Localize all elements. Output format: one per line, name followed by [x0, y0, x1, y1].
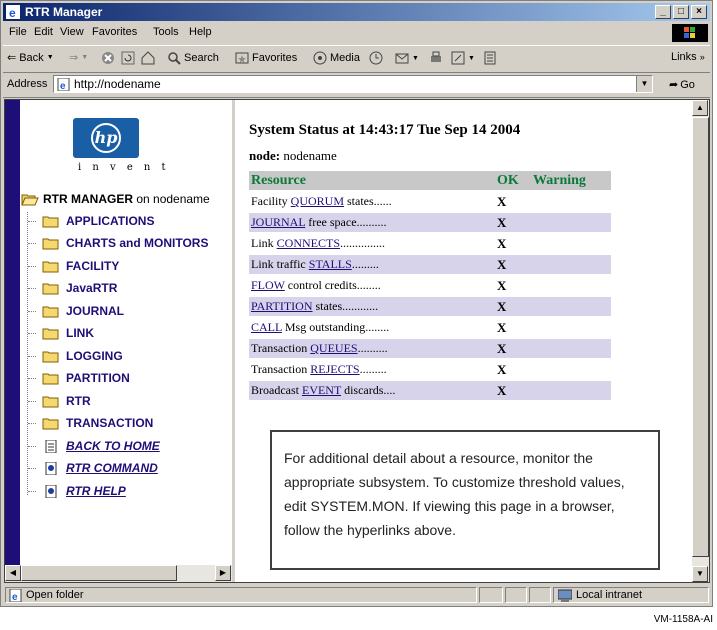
tree-item-logging[interactable]: LOGGING [28, 349, 123, 363]
scroll-thumb[interactable] [692, 117, 709, 557]
warning-cell [531, 381, 611, 400]
resource-link[interactable]: CONNECTS [276, 236, 341, 250]
table-row: PARTITION states............ X [249, 297, 611, 316]
ok-cell: X [495, 381, 531, 400]
table-row: CALL Msg outstanding........ X [249, 318, 611, 337]
menu-favorites[interactable]: Favorites [92, 26, 138, 38]
svg-text:e: e [12, 591, 18, 602]
tree-item-rtr-command[interactable]: RTR COMMAND [28, 461, 158, 475]
windows-logo-icon [672, 24, 708, 42]
ie-icon [6, 5, 20, 19]
scroll-up-button[interactable]: ▲ [692, 100, 708, 116]
tree-item-partition[interactable]: PARTITION [28, 371, 130, 385]
column-header-warning: Warning [531, 171, 611, 190]
menu-edit[interactable]: Edit [34, 26, 53, 38]
links-button[interactable]: Links » [671, 51, 705, 63]
mail-button[interactable]: ▼ [395, 51, 419, 65]
table-row: Link CONNECTS............... X [249, 234, 611, 253]
resource-link[interactable]: FLOW [251, 278, 285, 292]
intranet-icon [558, 589, 572, 602]
address-label: Address [7, 78, 48, 90]
warning-cell [531, 234, 611, 253]
menu-file[interactable]: File [9, 26, 27, 38]
status-bar [3, 585, 710, 605]
main-frame [235, 100, 709, 582]
address-input[interactable] [53, 75, 653, 93]
address-dropdown[interactable]: ▼ [636, 76, 652, 92]
folder-icon [42, 372, 60, 385]
history-button[interactable] [369, 51, 383, 65]
document-icon [42, 440, 60, 453]
favorites-icon [235, 51, 249, 65]
tree-item-rtr-help[interactable]: RTR HELP [28, 484, 126, 498]
table-row: Link traffic STALLS......... X [249, 255, 611, 274]
logo-tagline: i n v e n t [78, 162, 170, 173]
edit-page-button[interactable]: ▼ [451, 51, 475, 65]
chevron-down-icon: ▼ [46, 54, 54, 61]
page-icon [9, 589, 22, 602]
tree-item-back-to-home[interactable]: BACK TO HOME [28, 439, 160, 453]
folder-icon [42, 327, 60, 340]
folder-icon [42, 237, 60, 250]
resource-link[interactable]: QUEUES [310, 341, 358, 355]
back-arrow-icon: ⇐ [7, 52, 17, 64]
scroll-right-button[interactable]: ▶ [215, 565, 231, 581]
hp-logo: hp [73, 118, 139, 158]
tree-item-applications[interactable]: APPLICATIONS [28, 214, 154, 228]
discuss-button[interactable] [483, 51, 497, 65]
address-url: http://nodename [74, 77, 161, 91]
title-bar[interactable] [3, 3, 710, 21]
resource-link[interactable]: JOURNAL [251, 215, 306, 229]
zone-label: Local intranet [576, 589, 643, 601]
resource-link[interactable]: EVENT [301, 383, 342, 397]
resource-link[interactable]: REJECTS [310, 362, 360, 376]
folder-icon [42, 260, 60, 273]
folder-icon [42, 395, 60, 408]
page-icon [57, 78, 70, 91]
home-icon [141, 51, 155, 65]
menu-tools[interactable]: Tools [153, 26, 179, 38]
minimize-button[interactable]: _ [655, 5, 671, 19]
tree-item-facility[interactable]: FACILITY [28, 259, 119, 273]
navigation-frame [5, 100, 235, 582]
stop-button[interactable] [101, 51, 115, 65]
resource-link[interactable]: STALLS [308, 257, 352, 271]
toolbar [3, 45, 710, 73]
page-title: System Status at 14:43:17 Tue Sep 14 2004 [249, 122, 521, 138]
tree-item-rtr[interactable]: RTR [28, 394, 91, 408]
table-row: FLOW control credits........ X [249, 276, 611, 295]
tree-item-charts-and-monitors[interactable]: CHARTS and MONITORS [28, 236, 208, 250]
address-bar [3, 73, 710, 98]
menu-view[interactable]: View [60, 26, 84, 38]
ok-cell: X [497, 361, 507, 377]
tree-item-journal[interactable]: JOURNAL [28, 304, 124, 318]
document-icon [42, 462, 60, 475]
refresh-icon [121, 51, 135, 65]
home-button[interactable] [141, 51, 155, 65]
document-icon [42, 485, 60, 498]
table-row: Broadcast EVENT discards.... X [249, 381, 611, 400]
favorites-button[interactable]: Favorites [235, 51, 297, 65]
tree-root-label: RTR MANAGER [43, 192, 133, 206]
table-row: JOURNAL free space.......... X [249, 213, 611, 232]
tree-item-link[interactable]: LINK [28, 326, 94, 340]
scroll-down-button[interactable]: ▼ [692, 566, 708, 582]
ok-cell: X [497, 193, 507, 209]
folder-icon [42, 215, 60, 228]
ok-cell: X [495, 255, 531, 274]
resource-link[interactable]: CALL [251, 320, 282, 334]
status-table [249, 169, 611, 402]
open-folder-icon [21, 193, 39, 206]
warning-cell [531, 192, 611, 211]
scroll-thumb[interactable] [21, 565, 177, 581]
warning-cell [531, 360, 611, 379]
window-title: RTR Manager [25, 5, 103, 19]
svg-text:e: e [9, 6, 16, 19]
security-zone [553, 587, 709, 603]
ok-cell: X [497, 235, 507, 251]
table-header [249, 171, 611, 190]
search-icon [167, 51, 181, 65]
menu-bar [3, 23, 710, 43]
forward-button[interactable]: ⇒ ▼ [69, 52, 89, 64]
forward-arrow-icon: ⇒ [69, 52, 79, 64]
status-text-panel [5, 587, 477, 603]
tree-item-javartr[interactable]: JavaRTR [28, 281, 117, 295]
page-content [4, 99, 710, 583]
print-button[interactable] [429, 51, 443, 65]
maximize-button[interactable]: □ [673, 5, 689, 19]
warning-cell [531, 276, 611, 295]
node-name: nodename [280, 148, 337, 163]
ok-cell: X [495, 339, 531, 358]
folder-icon [42, 350, 60, 363]
close-button[interactable]: × [691, 5, 707, 19]
go-arrow-icon: ➦ [669, 79, 679, 91]
nav-horizontal-scrollbar[interactable] [5, 565, 232, 582]
nav-color-strip [5, 100, 20, 565]
back-button[interactable]: ⇐ Back ▼ [7, 51, 54, 64]
warning-cell [531, 339, 611, 358]
ok-cell: X [497, 277, 507, 293]
media-icon [313, 51, 327, 65]
tree-items [27, 212, 209, 498]
media-button[interactable]: Media [313, 51, 360, 65]
info-callout: For additional detail about a resource, monitor the appropriate subsystem. To customize threshold values, edit SYSTEM.MON. If viewing this page in a browser, follow the hyperlinks above. [270, 430, 660, 570]
stop-icon [101, 51, 115, 65]
main-vertical-scrollbar[interactable] [692, 100, 709, 582]
table-row: Transaction QUEUES.......... X [249, 339, 611, 358]
column-header-resource: Resource [249, 171, 495, 190]
figure-caption: VM-1158A-AI [653, 614, 713, 625]
go-button[interactable]: ➦ Go [669, 78, 695, 91]
tree-root[interactable] [21, 192, 210, 206]
warning-cell [531, 213, 611, 232]
search-button[interactable]: Search [167, 51, 219, 65]
warning-cell [531, 255, 611, 274]
folder-icon [42, 305, 60, 318]
tree-root-node: on nodename [133, 192, 210, 206]
resource-link[interactable]: PARTITION [251, 299, 313, 313]
folder-icon [42, 282, 60, 295]
table-row: Transaction REJECTS......... X [249, 360, 611, 379]
warning-cell [531, 297, 611, 316]
status-text: Open folder [26, 589, 84, 601]
table-row: Facility QUORUM states...... X [249, 192, 611, 211]
tree-item-transaction[interactable]: TRANSACTION [28, 416, 153, 430]
folder-icon [42, 417, 60, 430]
mail-icon [395, 51, 409, 65]
refresh-button[interactable] [121, 51, 135, 65]
svg-text:e: e [60, 81, 66, 91]
ok-cell: X [495, 297, 531, 316]
node-line: node: nodename [249, 148, 337, 163]
print-icon [429, 51, 443, 65]
menu-help[interactable]: Help [189, 26, 212, 38]
ok-cell: X [497, 319, 507, 335]
scroll-left-button[interactable]: ◀ [5, 565, 21, 581]
history-icon [369, 51, 383, 65]
column-header-ok: OK [495, 171, 531, 190]
warning-cell [531, 318, 611, 337]
ok-cell: X [495, 213, 531, 232]
discuss-icon [483, 51, 497, 65]
resource-link[interactable]: QUORUM [290, 194, 345, 208]
edit-icon [451, 51, 465, 65]
